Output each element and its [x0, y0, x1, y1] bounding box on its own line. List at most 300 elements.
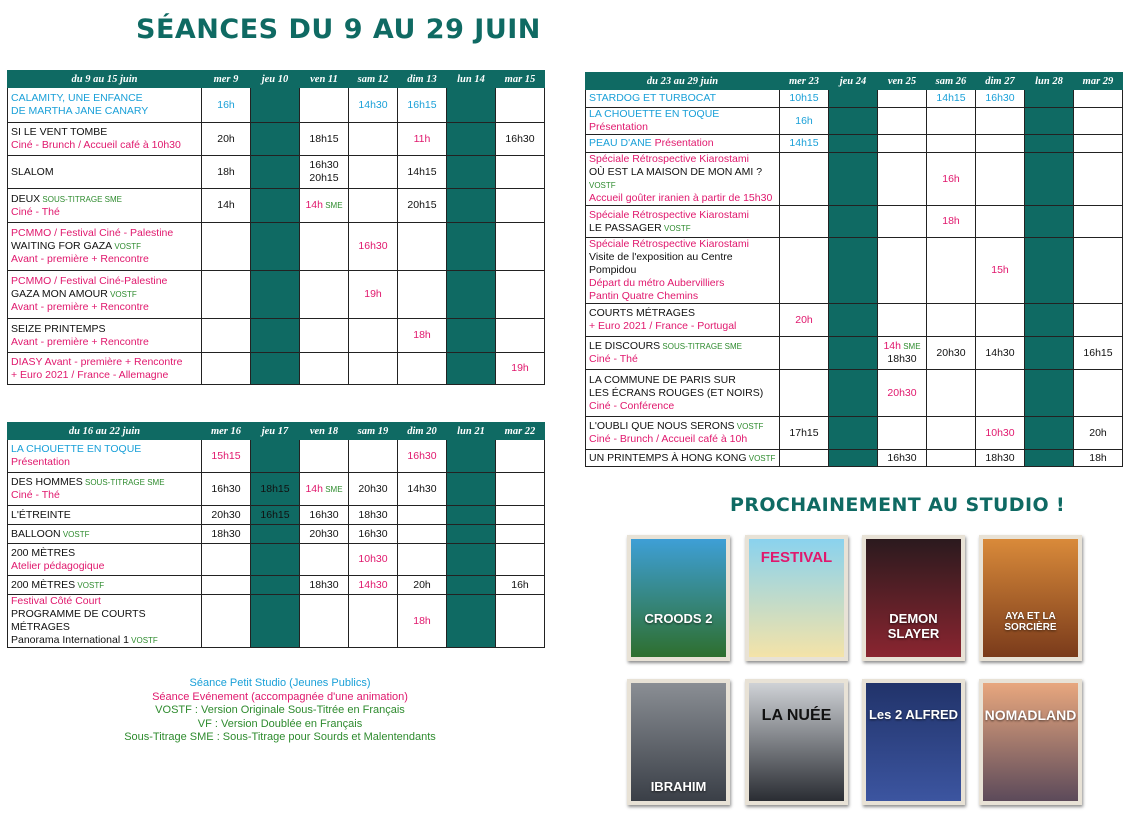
showtime: 10h30 [985, 426, 1015, 439]
film-title-cell [586, 417, 780, 450]
showtime-cell [927, 238, 976, 304]
schedule-week-1 [7, 70, 545, 385]
showtime-cell [398, 123, 447, 156]
film-text: Pantin Quatre Chemins [589, 290, 699, 302]
closed-day-cell [251, 525, 300, 544]
film-line [589, 277, 776, 290]
showtime: 15h15 [211, 449, 241, 462]
poster-la-nuee[interactable] [745, 679, 848, 805]
closed-day-cell [829, 135, 878, 153]
showtime-cell [300, 223, 349, 271]
showtime-cell [398, 353, 447, 385]
showtime-cell [202, 576, 251, 595]
showtime: 16h30 [211, 482, 241, 495]
film-text: Ciné - Thé [11, 489, 60, 501]
film-title-cell [586, 90, 780, 108]
film-line [589, 92, 776, 105]
legend-item: VOSTF : Version Originale Sous-Titrée en Français [155, 704, 405, 716]
table-row [8, 156, 545, 189]
film-title-cell [586, 206, 780, 238]
showtime-cell [349, 123, 398, 156]
film-text: Atelier pédagogique [11, 559, 105, 572]
showtime: 16h30 [358, 240, 388, 252]
table-row [8, 353, 545, 385]
showtime-cell [398, 88, 447, 123]
film-text: 200 MÈTRES [11, 546, 76, 559]
closed-day-cell [447, 576, 496, 595]
closed-day-cell [829, 370, 878, 417]
closed-day-cell [1025, 108, 1074, 135]
showtime-cell [496, 319, 545, 353]
showtime-cell [496, 123, 545, 156]
film-line [11, 253, 198, 266]
film-line [589, 209, 776, 222]
showtime-cell [927, 90, 976, 108]
film-line [589, 340, 776, 353]
film-line [11, 443, 198, 456]
film-line [11, 509, 198, 522]
closed-day-cell [251, 88, 300, 123]
showtime: 14h SME [305, 482, 343, 495]
closed-day-cell [251, 223, 300, 271]
showtime-cell [976, 304, 1025, 337]
showtime: 20h30 [358, 482, 388, 495]
table-row [8, 473, 545, 506]
film-text: LA CHOUETTE EN TOQUE [589, 108, 720, 120]
showtime-cell [496, 525, 545, 544]
showtime-cell [202, 440, 251, 473]
showtime: 18h [1089, 451, 1107, 464]
showtime-cell [300, 525, 349, 544]
showtime: 20h15 [407, 199, 437, 211]
film-text: LE PASSAGER [589, 221, 662, 234]
closed-day-cell [447, 544, 496, 576]
showtime-cell [202, 319, 251, 353]
poster-ibrahim[interactable] [627, 679, 730, 805]
film-line [589, 433, 776, 446]
closed-day-cell [447, 473, 496, 506]
showtime-cell [349, 576, 398, 595]
film-line [11, 323, 198, 336]
closed-day-cell [829, 206, 878, 238]
film-text: Spéciale Rétrospective Kiarostami [589, 238, 749, 250]
film-text: Départ du métro Aubervilliers [589, 277, 725, 289]
day-header: ven 11 [300, 71, 349, 88]
version-tag: VOSTF [75, 580, 105, 590]
poster-little-films-festival[interactable] [745, 535, 848, 661]
showtime-cell [349, 156, 398, 189]
day-header: mer 23 [780, 73, 829, 90]
closed-day-cell [829, 337, 878, 370]
version-tag: SOUS-TITRAGE SME [660, 342, 742, 351]
film-line [11, 356, 198, 369]
film-line [589, 290, 776, 303]
film-text: UN PRINTEMPS À HONG KONG [589, 451, 747, 464]
showtime-cell [202, 223, 251, 271]
showtime-cell [976, 450, 1025, 467]
film-text: GAZA MON AMOUR [11, 288, 108, 300]
showtime: 11h [413, 132, 431, 145]
film-title-cell [586, 337, 780, 370]
closed-day-cell [447, 189, 496, 223]
film-line [11, 369, 198, 382]
film-line [11, 240, 198, 253]
showtime-cell [202, 525, 251, 544]
film-text: PCMMO / Festival Ciné-Palestine [11, 275, 168, 287]
showtime-cell [202, 473, 251, 506]
film-title-cell [8, 473, 202, 506]
showtime-cell [300, 156, 349, 189]
film-line [11, 547, 198, 560]
showtime-cell [780, 304, 829, 337]
day-header: jeu 10 [251, 71, 300, 88]
poster-croods-2[interactable] [627, 535, 730, 661]
film-title-cell [8, 271, 202, 319]
closed-day-cell [447, 440, 496, 473]
film-text: STARDOG ET TURBOCAT [589, 92, 716, 104]
showtime-cell [398, 156, 447, 189]
showtime-cell [496, 544, 545, 576]
table-row [8, 576, 545, 595]
film-line [589, 353, 776, 366]
showtime-cell [927, 135, 976, 153]
version-tag: VOSTF [734, 422, 764, 431]
showtime-cell [1074, 337, 1123, 370]
day-header: jeu 24 [829, 73, 878, 90]
poster-les-2-alfred[interactable] [862, 679, 965, 805]
showtime: 18h30 [358, 508, 388, 521]
film-line [11, 595, 198, 608]
film-line [589, 153, 776, 166]
showtime-cell [1074, 370, 1123, 417]
showtime-cell [878, 370, 927, 417]
table-row [586, 90, 1123, 108]
closed-day-cell [251, 506, 300, 525]
film-line [11, 579, 198, 592]
legend-item: Séance Petit Studio (Jeunes Publics) [189, 677, 371, 689]
day-header: ven 25 [878, 73, 927, 90]
closed-day-cell [1025, 206, 1074, 238]
showtime: 18h30 [985, 451, 1015, 464]
showtime: 20h30 [211, 508, 241, 521]
film-text: Avant - première + Rencontre [11, 335, 149, 348]
film-text: LE DISCOURS [589, 340, 661, 352]
table-row [8, 189, 545, 223]
day-header: jeu 17 [251, 423, 300, 440]
showtime: 16h15 [407, 98, 437, 111]
closed-day-cell [447, 88, 496, 123]
showtime: 20h [795, 313, 813, 326]
showtime-cell [300, 271, 349, 319]
film-line [589, 420, 776, 433]
showtime-cell [976, 135, 1025, 153]
closed-day-cell [1025, 304, 1074, 337]
week-label: du 9 au 15 juin [8, 71, 202, 88]
showtime-cell [976, 417, 1025, 450]
showtime-cell [976, 370, 1025, 417]
showtime-cell [202, 544, 251, 576]
showtime: 16h [511, 578, 529, 591]
closed-day-cell [447, 353, 496, 385]
film-line [11, 92, 198, 105]
showtime-cell [496, 440, 545, 473]
showtime-cell [878, 90, 927, 108]
film-line [589, 387, 776, 400]
showtime-cell [398, 440, 447, 473]
film-line [11, 476, 198, 489]
showtime-cell [300, 544, 349, 576]
film-text: Ciné - Thé [589, 353, 638, 365]
showtime-cell [496, 595, 545, 648]
film-text: DIASY Avant - première + Rencontre [11, 355, 183, 368]
showtime-cell [927, 450, 976, 467]
page-title: SÉANCES DU 9 AU 29 JUIN [136, 14, 541, 45]
closed-day-cell [251, 271, 300, 319]
film-title-cell [8, 576, 202, 595]
showtime-cell [349, 595, 398, 648]
closed-day-cell [1025, 337, 1074, 370]
showtime-cell [496, 88, 545, 123]
closed-day-cell [251, 544, 300, 576]
closed-day-cell [829, 153, 878, 206]
showtime-cell [202, 353, 251, 385]
film-title-cell [586, 450, 780, 467]
showtime-cell [496, 271, 545, 319]
film-text: CALAMITY, UNE ENFANCE [11, 92, 143, 104]
closed-day-cell [829, 108, 878, 135]
event-note: Présentation [589, 121, 648, 133]
film-text: Accueil goûter iranien à partir de 15h30 [589, 192, 773, 204]
showtime: 20h30 [309, 527, 339, 540]
day-header: mer 9 [202, 71, 251, 88]
showtime-cell [349, 544, 398, 576]
day-header: dim 13 [398, 71, 447, 88]
poster-nomadland[interactable] [979, 679, 1082, 805]
film-text: Spéciale Rétrospective Kiarostami [589, 208, 749, 221]
film-title-cell [8, 156, 202, 189]
poster-title: Les 2 ALFRED [868, 707, 959, 722]
showtime: 18h15 [309, 132, 339, 145]
poster-title: DEMON SLAYER [887, 611, 940, 641]
film-title-cell [8, 595, 202, 648]
showtime-cell [878, 108, 927, 135]
film-title-cell [8, 353, 202, 385]
poster-title: IBRAHIM [650, 779, 707, 794]
showtime: 14h15 [407, 165, 437, 178]
showtime-cell [1074, 304, 1123, 337]
table-row [8, 525, 545, 544]
showtime-cell [349, 88, 398, 123]
showtime: 14h15 [789, 137, 819, 149]
film-line [11, 105, 198, 118]
showtime-cell [976, 108, 1025, 135]
film-line [11, 275, 198, 288]
table-row [586, 108, 1123, 135]
closed-day-cell [1025, 153, 1074, 206]
film-text: PCMMO / Festival Ciné - Palestine [11, 227, 174, 239]
showtime-cell [349, 353, 398, 385]
film-text: Ciné - Brunch / Accueil café à 10h30 [11, 139, 181, 151]
film-text: Avant - première + Rencontre [11, 301, 149, 313]
film-text: Ciné - Brunch / Accueil café à 10h [589, 433, 748, 445]
showtime-cell [878, 450, 927, 467]
promo-title: PROCHAINEMENT AU STUDIO ! [730, 494, 1066, 516]
version-tag: VOSTF [107, 290, 137, 299]
showtime: 14h30 [358, 98, 388, 111]
legend [100, 677, 460, 745]
showtime-cell [202, 506, 251, 525]
showtime-cell [780, 370, 829, 417]
showtime-cell [349, 440, 398, 473]
showtime-cell [300, 506, 349, 525]
film-text: DEUX [11, 192, 41, 205]
table-row [8, 271, 545, 319]
showtime-cell [1074, 135, 1123, 153]
film-title-cell [586, 108, 780, 135]
film-line [589, 137, 776, 150]
day-header: mar 22 [496, 423, 545, 440]
closed-day-cell [447, 319, 496, 353]
showtime: 18h15 [260, 482, 290, 495]
table-row [8, 544, 545, 576]
film-text: Ciné - Conférence [589, 399, 675, 412]
closed-day-cell [829, 417, 878, 450]
closed-day-cell [251, 353, 300, 385]
day-header: sam 12 [349, 71, 398, 88]
header-row [8, 423, 545, 440]
showtime-cell [878, 153, 927, 206]
legend-item: VF : Version Doublée en Français [197, 717, 363, 730]
showtime: 20h [413, 578, 431, 591]
showtime-cell [398, 473, 447, 506]
showtime-cell [300, 319, 349, 353]
showtime: 16h [217, 98, 235, 111]
film-text: Panorama International 1 [11, 634, 129, 646]
film-title-cell [8, 544, 202, 576]
film-title-cell [586, 370, 780, 417]
poster-aya-et-la-sorciere[interactable] [979, 535, 1082, 661]
showtime: 20h [217, 132, 235, 145]
event-note: Présentation [651, 137, 714, 149]
showtime-cell [300, 88, 349, 123]
showtime-cell [496, 223, 545, 271]
film-title-cell [8, 223, 202, 271]
showtime-cell [300, 123, 349, 156]
showtime-cell [878, 337, 927, 370]
showtime-cell [349, 525, 398, 544]
showtime: 16h30 [309, 508, 339, 521]
version-tag: VOSTF [746, 453, 776, 463]
table-row [586, 370, 1123, 417]
film-text: + Euro 2021 / France - Portugal [589, 320, 737, 332]
day-header: mar 15 [496, 71, 545, 88]
poster-demon-slayer[interactable] [862, 535, 965, 661]
showtime-cell [780, 90, 829, 108]
table-row [586, 304, 1123, 337]
film-text: Festival Côté Court [11, 595, 101, 607]
film-title-cell [8, 506, 202, 525]
table-row [8, 595, 545, 648]
showtime: 14h30 [985, 346, 1015, 359]
closed-day-cell [251, 473, 300, 506]
showtime: 10h15 [789, 92, 819, 104]
closed-day-cell [829, 450, 878, 467]
closed-day-cell [829, 238, 878, 304]
film-line [11, 288, 198, 301]
showtime: 16h15 [260, 508, 290, 521]
showtime-cell [300, 576, 349, 595]
film-line [11, 193, 198, 206]
showtime-cell [780, 238, 829, 304]
film-line [11, 608, 198, 634]
film-line [589, 307, 776, 320]
version-tag: VOSTF [60, 529, 90, 539]
day-header: dim 27 [976, 73, 1025, 90]
showtime: 14h30 [358, 578, 388, 591]
showtime-cell [300, 595, 349, 648]
showtime-cell [349, 223, 398, 271]
poster-title: CROODS 2 [644, 611, 713, 626]
film-text: SEIZE PRINTEMPS [11, 322, 106, 335]
closed-day-cell [447, 525, 496, 544]
showtime-cell [927, 337, 976, 370]
closed-day-cell [251, 123, 300, 156]
showtime-cell [927, 108, 976, 135]
day-header: lun 28 [1025, 73, 1074, 90]
version-tag: SOUS-TITRAGE SME [40, 194, 122, 204]
film-text: Présentation [11, 456, 70, 468]
poster-title: NOMADLAND [984, 707, 1077, 723]
showtime [881, 340, 923, 353]
film-line [589, 251, 776, 277]
showtime: 15h [991, 264, 1009, 276]
film-title-cell [8, 525, 202, 544]
day-header: lun 21 [447, 423, 496, 440]
showtime-cell [496, 189, 545, 223]
film-text: L'OUBLI QUE NOUS SERONS [589, 420, 735, 432]
showtime: 16h30 [407, 449, 437, 462]
showtime: 19h [364, 288, 382, 300]
showtime: 18h [217, 165, 235, 178]
showtime: 18h30 [211, 527, 241, 540]
closed-day-cell [447, 223, 496, 271]
film-text: Visite de l'exposition au Centre Pompidou [589, 251, 733, 276]
showtime-cell [349, 189, 398, 223]
film-line [11, 528, 198, 541]
showtime-cell [878, 238, 927, 304]
showtime-cell [1074, 450, 1123, 467]
showtime: 16h30 [887, 451, 917, 464]
showtime-cell [878, 304, 927, 337]
film-line [11, 126, 198, 139]
showtime-cell [780, 206, 829, 238]
showtime: 20h30 [887, 386, 917, 399]
film-line [589, 238, 776, 251]
film-line [11, 206, 198, 219]
showtime-cell [300, 440, 349, 473]
showtime: 16h30 [358, 527, 388, 540]
showtime-cell [398, 223, 447, 271]
day-header: dim 20 [398, 423, 447, 440]
film-line [589, 320, 776, 333]
table-row [586, 238, 1123, 304]
showtime-cell [349, 473, 398, 506]
showtime-cell [927, 370, 976, 417]
showtime: 20h15 [309, 172, 339, 184]
poster-title: FESTIVAL [760, 549, 833, 566]
film-text: DES HOMMES [11, 476, 83, 488]
film-title-cell [586, 153, 780, 206]
